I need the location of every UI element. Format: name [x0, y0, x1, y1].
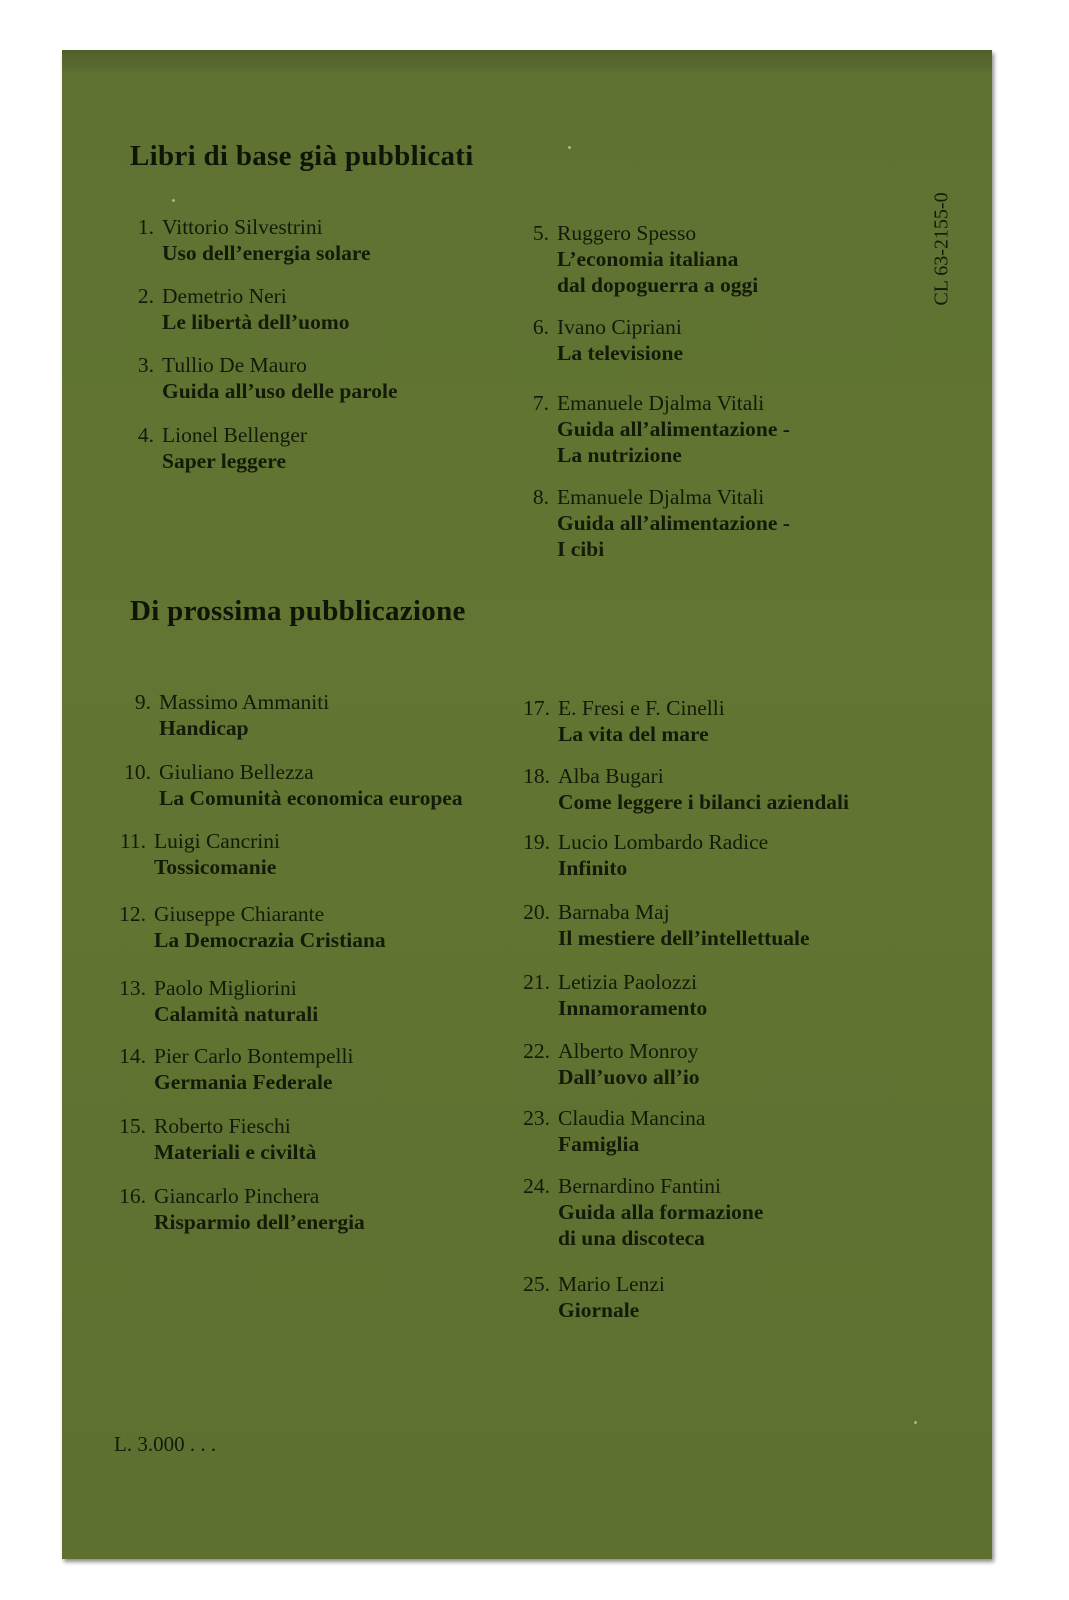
- published-heading: Libri di base già pubblicati: [130, 140, 474, 172]
- book-back-cover: Libri di base già pubblicati CL 63-2155-0 1. Vittorio Silvestrini Uso dell’energia solare 2. Demetrio Neri Le libertà dell’uomo 3. Tullio De Mauro Guida all’uso delle parole 4. Lionel Bellenger Saper leggere 5. Ruggero Spesso L’economia italiana dal dopoguerra a oggi 6. Ivano Cipriani La televisione 7. Emanuele Djalma Vitali Guida all’alimentazione - La nutrizione 8. Emanuele Djalma Vitali Guida all’alimentazione - I cibi Di prossima pubblicazione 9. Massimo Ammaniti Handicap 10. Giuliano Bellezza La Comunità economica europea 11. Luigi Cancrini Tossicomanie 12. Giuseppe Chiarante La Democrazia Cristiana 13. Paolo Migliorini Calamità naturali 14. Pier Carlo Bontempelli Germania Federale 15. Roberto Fieschi Materiali e civiltà 16. Giancarlo Pinchera Risparmio dell’energia 17. E. Fresi e F. Cinelli La vita del mare 18. Alba Bugari Come leggere i bilanci aziendali 19. Lucio Lombardo Radice Infinito 20. Barnaba Maj Il mestiere dell’intellettuale 21. Letizia Paolozzi Innamoramento 22. Alberto Monroy Dall’uovo all’io 23. Claudia Mancina Famiglia 24. Bernardino Fantini Guida alla formazione di una discoteca 25. Mario Lenzi Giornale L. 3.000 . . .: [62, 50, 992, 1559]
- catalog-code: CL 63-2155-0: [930, 192, 953, 306]
- cover-top-edge: [62, 50, 992, 72]
- print-speck: [172, 199, 175, 202]
- upcoming-heading: Di prossima pubblicazione: [130, 595, 466, 627]
- price-label: L. 3.000 . . .: [114, 1432, 217, 1456]
- print-speck: [568, 146, 571, 149]
- print-speck: [914, 1421, 917, 1424]
